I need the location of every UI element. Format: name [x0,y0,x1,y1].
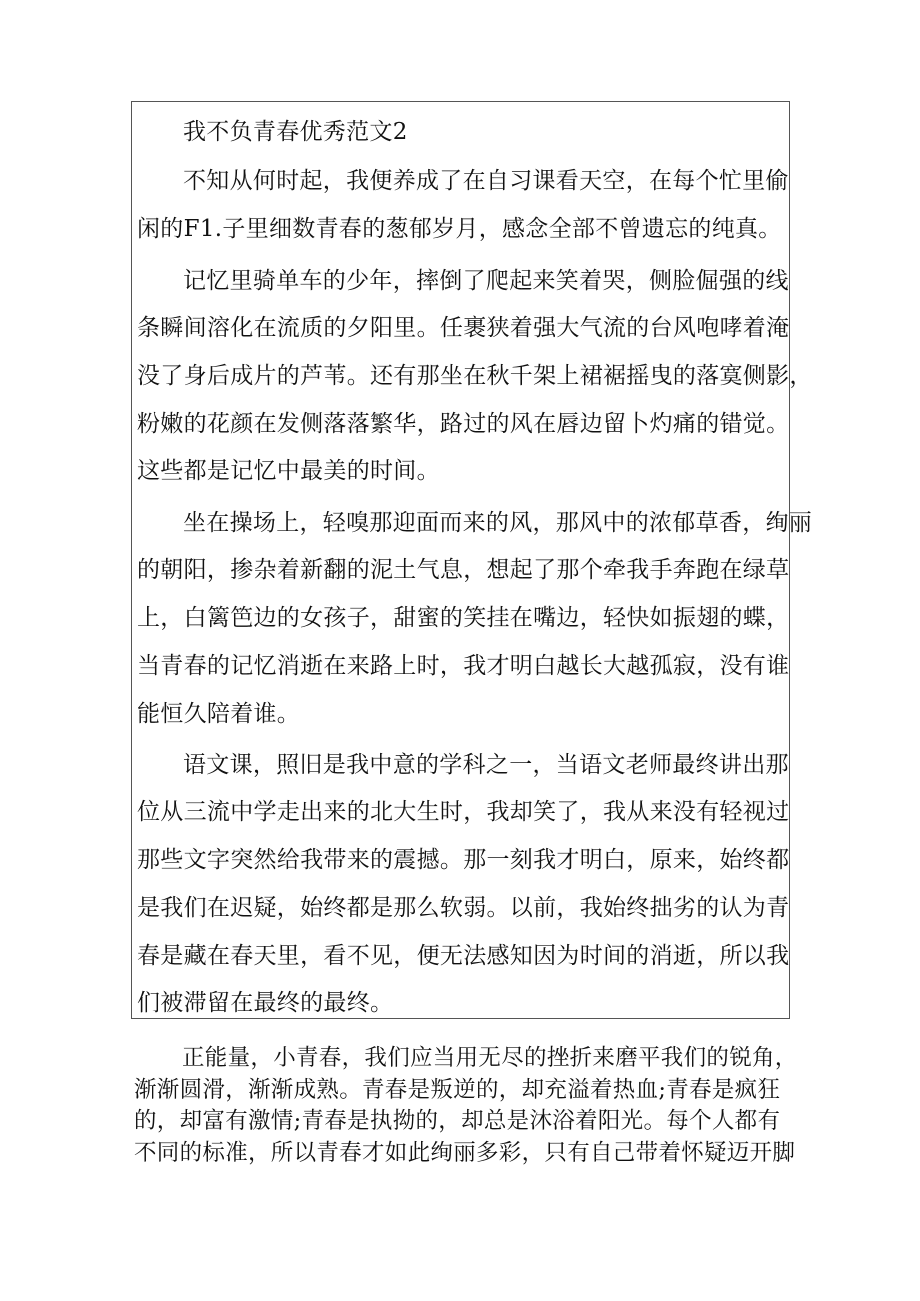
paragraph-3-line-1: 坐在操场上，轻嗅那迎面而来的风，那风中的浓郁草香，绚丽 [183,510,813,536]
paragraph-4-line-5: 春是藏在春天里，看不见，便无法感知因为时间的消逝，所以我 [137,943,790,969]
outer-paragraph-line-2: 渐渐圆滑，渐渐成熟。青春是叛逆的，却充溢着热血;青春是疯狂 [134,1077,781,1103]
paragraph-4-line-1: 语文课，照旧是我中意的学科之一，当语文老师最终讲出那 [183,752,789,778]
document-title: 我不负青春优秀范文2 [183,119,408,145]
paragraph-2-line-5: 这些都是记忆中最美的时间。 [137,458,440,484]
paragraph-2-line-2: 条瞬间溶化在流质的夕阳里。任裹狭着强大气流的台风咆哮着淹 [137,315,790,341]
paragraph-1-line-2: 闲的F1.子里细数青春的葱郁岁月，感念全部不曾遗忘的纯真。 [137,216,782,242]
paragraph-2-line-3: 没了身后成片的芦苇。还有那坐在秋千架上裙裾摇曳的落寞侧影， [137,363,813,389]
paragraph-3-line-5: 能恒久陪着谁。 [137,701,301,727]
paragraph-4-line-3: 那些文字突然给我带来的震撼。那一刻我才明白，原来，始终都 [137,847,790,873]
paragraph-3-line-4: 当青春的记忆消逝在来路上时，我才明白越长大越孤寂，没有谁 [137,653,790,679]
paragraph-4-line-6: 们被滞留在最终的最终。 [137,990,394,1016]
paragraph-1-line-1: 不知从何时起，我便养成了在自习课看天空，在每个忙里偷 [183,168,789,194]
paragraph-4-line-4: 是我们在迟疑，始终都是那么软弱。以前，我始终拙劣的认为青 [137,895,790,921]
outer-paragraph-line-3: 的，却富有激情;青春是执拗的，却总是沐浴着阳光。每个人都有 [134,1108,781,1134]
outer-paragraph-line-1: 正能量，小青春，我们应当用无尽的挫折来磨平我们的锐角， [182,1045,798,1071]
paragraph-3-line-3: 上，白篱笆边的女孩子，甜蜜的笑挂在嘴边，轻快如振翅的蝶， [137,605,790,631]
paragraph-3-line-2: 的朝阳，掺杂着新翻的泥土气息，想起了那个牵我手奔跑在绿草 [137,557,790,583]
paragraph-2-line-4: 粉嫩的花颜在发侧落落繁华，路过的风在唇边留卜灼痛的错觉。 [137,411,790,437]
outer-paragraph-line-4: 不同的标准，所以青春才如此绚丽多彩，只有自己带着怀疑迈开脚 [134,1140,796,1166]
paragraph-4-line-2: 位从三流中学走出来的北大生时，我却笑了，我从来没有轻视过 [137,799,790,825]
paragraph-2-line-1: 记忆里骑单车的少年，摔倒了爬起来笑着哭，侧脸倔强的线 [183,268,789,294]
